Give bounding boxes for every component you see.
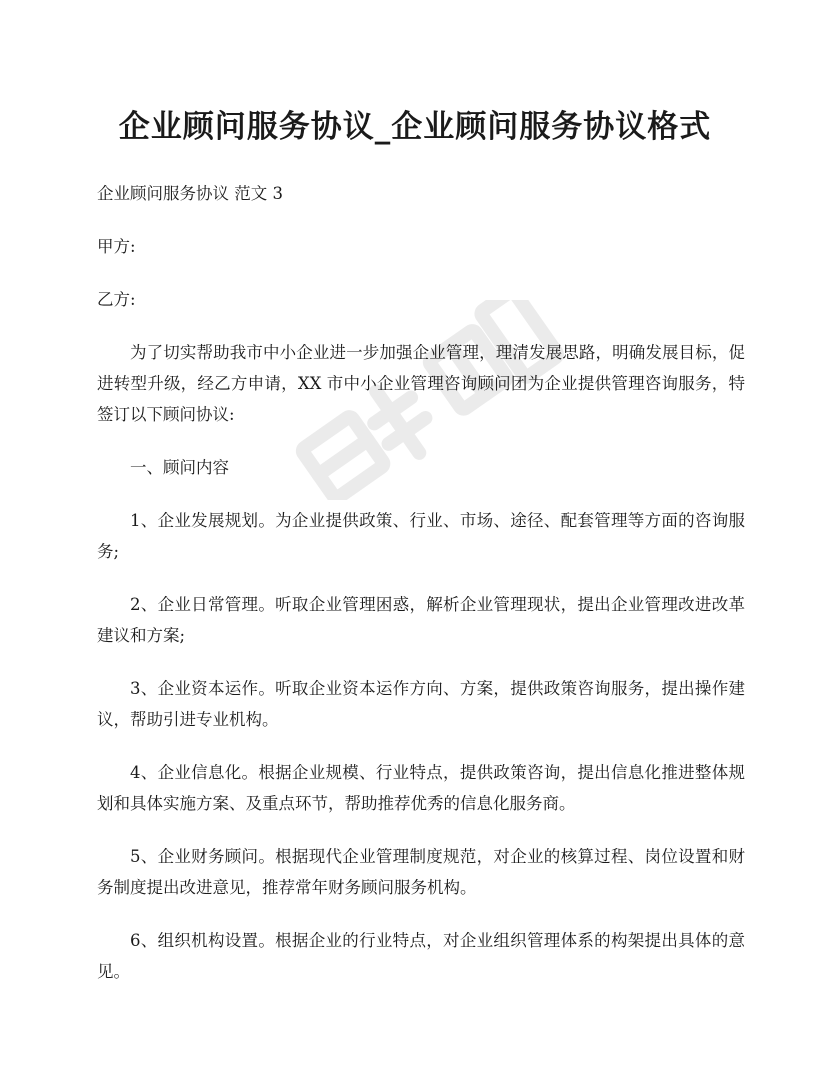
party-a-label: 甲方: xyxy=(97,237,136,256)
intro-paragraph: 为了切实帮助我市中小企业进一步加强企业管理，理清发展思路，明确发展目标，促进转型升级，经乙方申请，XX 市中小企业管理咨询顾问团为企业提供管理咨询服务，特签订以下顾问协议: xyxy=(97,343,745,424)
list-item: 2、企业日常管理。听取企业管理困惑，解析企业管理现状，提出企业管理改进改革建议和方案; xyxy=(97,595,745,645)
list-item: 1、企业发展规划。为企业提供政策、行业、市场、途径、配套管理等方面的咨询服务; xyxy=(97,511,745,561)
document-body xyxy=(97,178,745,987)
party-b-label: 乙方: xyxy=(97,290,136,309)
document-subtitle: 企业顾问服务协议 范文 3 xyxy=(97,184,283,203)
list-item: 6、组织机构设置。根据企业的行业特点，对企业组织管理体系的构架提出具体的意见。 xyxy=(97,931,745,981)
list-item: 4、企业信息化。根据企业规模、行业特点，提供政策咨询，提出信息化推进整体规划和具体实施方案、及重点环节，帮助推荐优秀的信息化服务商。 xyxy=(97,763,745,813)
list-item: 3、企业资本运作。听取企业资本运作方向、方案，提供政策咨询服务，提出操作建议，帮助引进专业机构。 xyxy=(97,679,745,729)
list-item: 5、企业财务顾问。根据现代企业管理制度规范，对企业的核算过程、岗位设置和财务制度提出改进意见，推荐常年财务顾问服务机构。 xyxy=(97,847,745,897)
section-heading: 一、顾问内容 xyxy=(130,458,229,477)
document-title: 企业顾问服务协议_企业顾问服务协议格式 xyxy=(118,109,712,145)
